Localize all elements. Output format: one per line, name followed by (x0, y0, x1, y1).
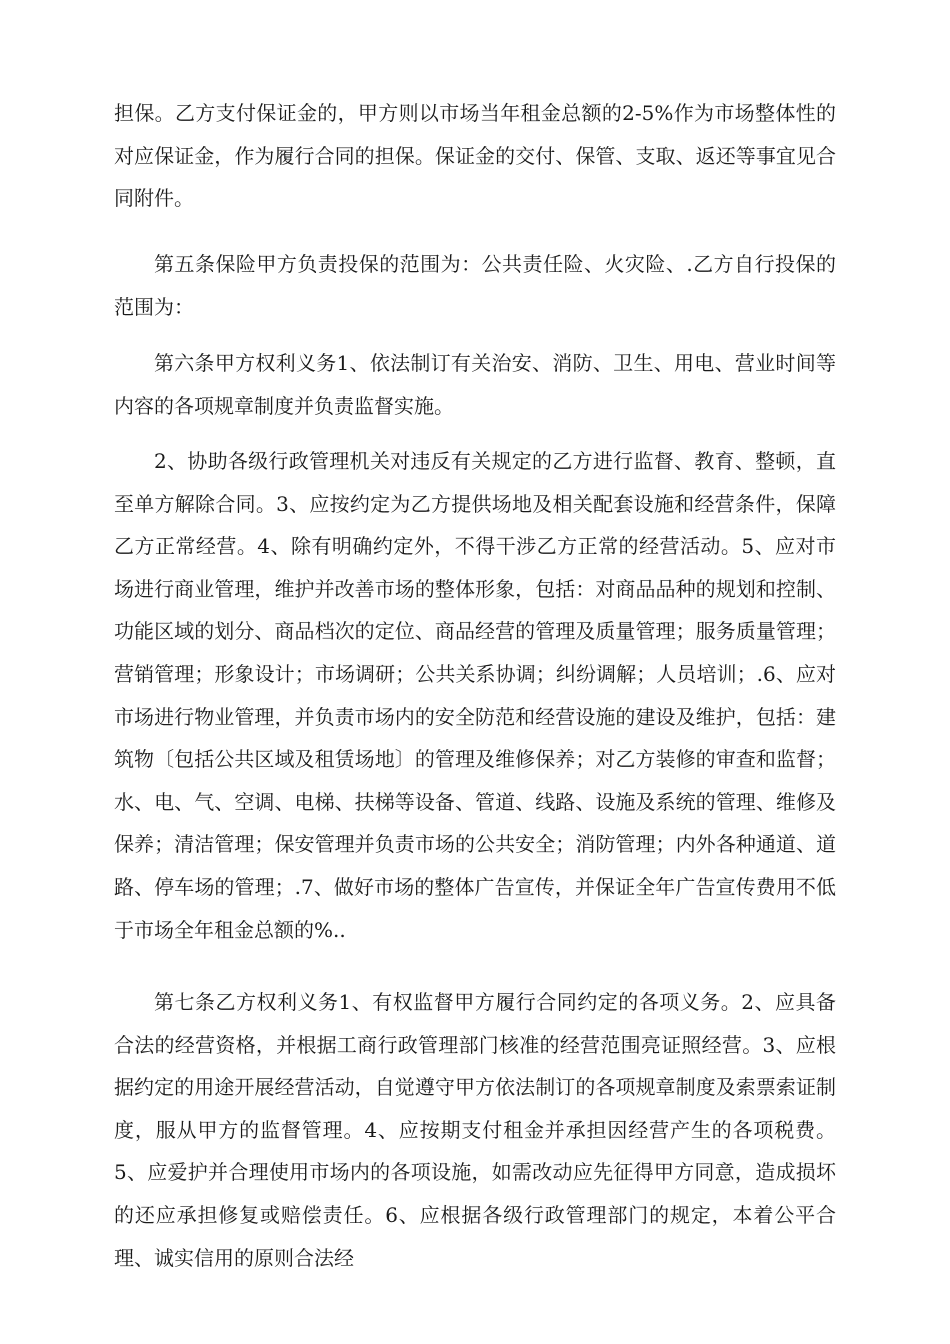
paragraph-article-6-party-a: 第六条甲方权利义务1、依法制订有关治安、消防、卫生、用电、营业时间等内容的各项规章制度并负责监督实施。 (114, 351, 836, 418)
paragraph-article-5-insurance: 第五条保险甲方负责投保的范围为：公共责任险、火灾险、.乙方自行投保的范围为： (114, 252, 836, 319)
paragraph-deposit-guarantee: 担保。乙方支付保证金的，甲方则以市场当年租金总额的2-5%作为市场整体性的对应保证金，作为履行合同的担保。保证金的交付、保管、支取、返还等事宜见合同附件。 (114, 101, 836, 211)
paragraph-article-7-party-b: 第七条乙方权利义务1、有权监督甲方履行合同约定的各项义务。2、应具备合法的经营资格，并根据工商行政管理部门核准的经营范围亮证照经营。3、应根据约定的用途开展经营活动，自觉遵守甲方依法制订的各项规章制度及索票索证制度，服从甲方的监督管理。4、应按期支付租金并承担因经营产生的各项税费。5、应爱护并合理使用市场内的各项设施，如需改动应先征得甲方同意，造成损坏的还应承担修复或赔偿责任。6、应根据各级行政管理部门的规定，本着公平合理、诚实信用的原则合法经 (114, 990, 836, 1270)
paragraph-party-a-duties: 2、协助各级行政管理机关对违反有关规定的乙方进行监督、教育、整顿，直至单方解除合同。3、应按约定为乙方提供场地及相关配套设施和经营条件，保障乙方正常经营。4、除有明确约定外，不得干涉乙方正常的经营活动。5、应对市场进行商业管理，维护并改善市场的整体形象，包括：对商品品种的规划和控制、功能区域的划分、商品档次的定位、商品经营的管理及质量管理；服务质量管理；营销管理；形象设计；市场调研；公共关系协调；纠纷调解；人员培训；.6、应对市场进行物业管理，并负责市场内的安全防范和经营设施的建设及维护，包括：建筑物〔包括公共区域及租赁场地〕的管理及维修保养；对乙方装修的审查和监督；水、电、气、空调、电梯、扶梯等设备、管道、线路、设施及系统的管理、维修及保养；清洁管理；保安管理并负责市场的公共安全；消防管理；内外各种通道、道路、停车场的管理；.7、做好市场的整体广告宣传，并保证全年广告宣传费用不低于市场全年租金总额的%.. (114, 449, 836, 942)
